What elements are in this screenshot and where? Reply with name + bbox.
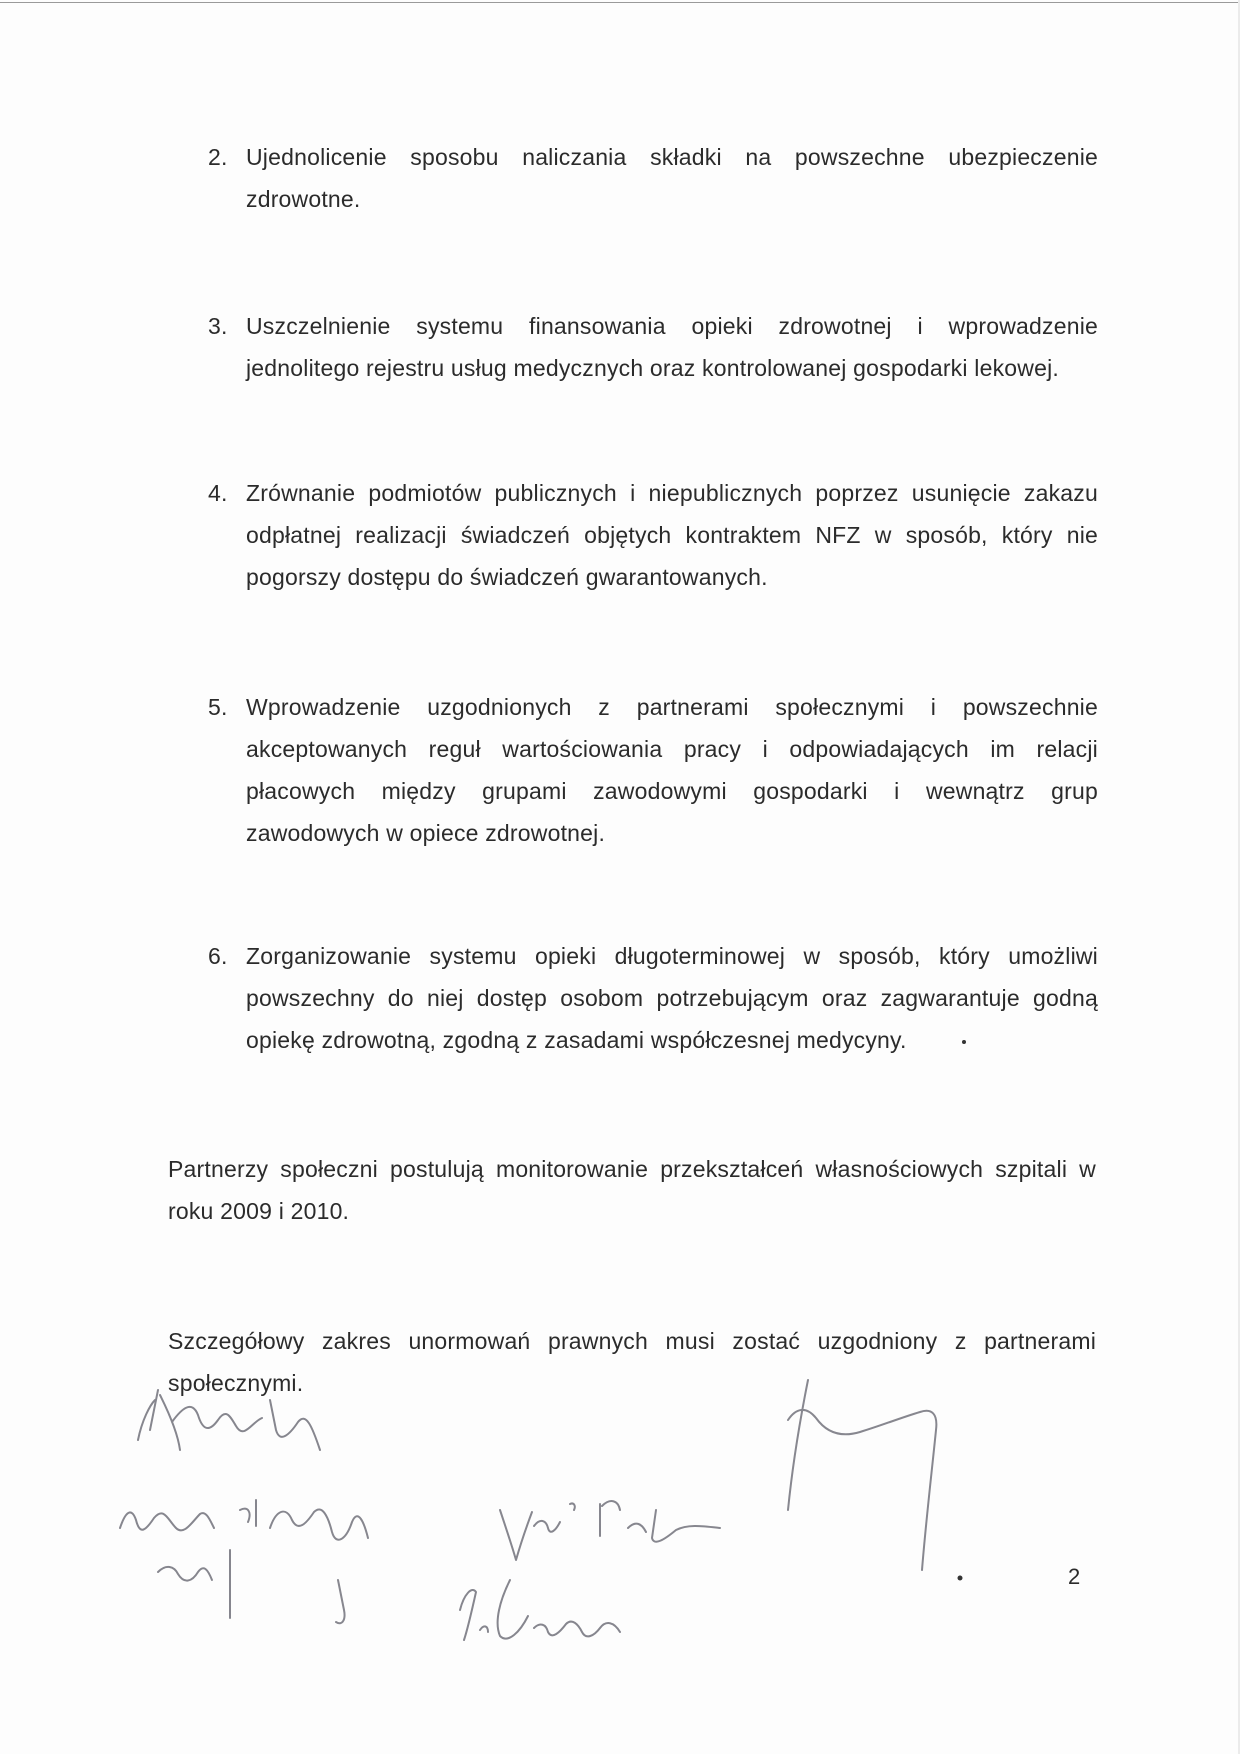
list-item-number: 2. xyxy=(208,144,228,170)
list-item-3 xyxy=(208,305,1098,389)
page-number: 2 xyxy=(1068,1564,1081,1589)
list-item-text: Zrównanie podmiotów publicznych i niepublicznych poprzez usunięcie zakazu odpłatnej realizacji świadczeń objętych kontraktem NFZ w sposób, który nie pogorszy dostępu do świadczeń gwarantowanych. xyxy=(246,480,1098,590)
paragraph-monitoring: Partnerzy społeczni postulują monitorowanie przekształceń własnościowych szpitali w roku 2009 i 2010. xyxy=(168,1156,1096,1224)
top-border-line xyxy=(0,2,1240,3)
list-item-text: Ujednolicenie sposobu naliczania składki na powszechne ubezpieczenie zdrowotne. xyxy=(246,144,1098,212)
list-item-5 xyxy=(208,686,1098,854)
list-item-number: 4. xyxy=(208,480,228,506)
list-item-text: Wprowadzenie uzgodnionych z partnerami społecznymi i powszechnie akceptowanych reguł wartościowania pracy i odpowiadających im relacji płacowych między grupami zawodowymi gospodarki i wewnątrz grup zawodowych w opiece zdrowotnej. xyxy=(246,694,1098,846)
signatures-area xyxy=(80,1360,1080,1680)
handwritten-signatures xyxy=(80,1360,1080,1680)
list-item-text: Zorganizowanie systemu opieki długoterminowej w sposób, który umożliwi powszechny do niej dostęp osobom potrzebującym oraz zagwarantuje godną opiekę zdrowotną, zgodną z zasadami współczesnej medycyny. xyxy=(246,943,1098,1053)
paragraph-regulations: Szczegółowy zakres unormowań prawnych musi zostać uzgodniony z partnerami społecznymi. xyxy=(168,1328,1096,1396)
list-item-number: 3. xyxy=(208,313,228,339)
list-item-4 xyxy=(208,472,1098,598)
stray-mark xyxy=(962,1040,966,1044)
list-item-number: 6. xyxy=(208,943,228,969)
list-item-2 xyxy=(208,136,1098,220)
list-item-number: 5. xyxy=(208,694,228,720)
list-item-text: Uszczelnienie systemu finansowania opieki zdrowotnej i wprowadzenie jednolitego rejestru usług medycznych oraz kontrolowanej gospodarki lekowej. xyxy=(246,313,1098,381)
